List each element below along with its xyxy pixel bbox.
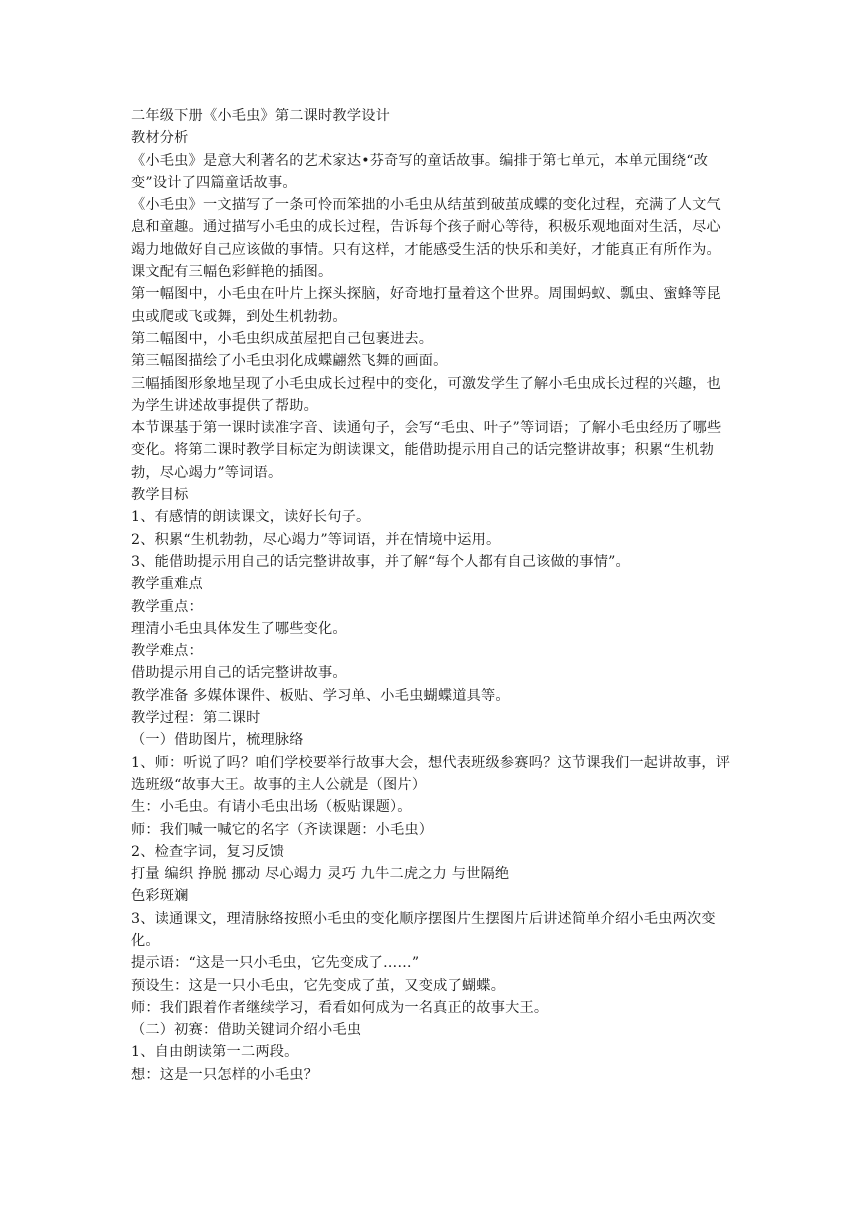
paragraph: 师：我们喊一喊它的名字（齐读课题：小毛虫） (131, 821, 434, 838)
paragraph: 提示语：“这是一只小毛虫，它先变成了……” (131, 955, 420, 972)
paragraph: 第二幅图中，小毛虫织成茧屋把自己包裹进去。 (131, 330, 434, 347)
paragraph: 1、自由朗读第一二两段。 (131, 1044, 299, 1061)
paragraph: （二）初赛：借助关键词介绍小毛虫 (131, 1022, 362, 1039)
paragraph: 师：我们跟着作者继续学习，看看如何成为一名真正的故事大王。 (131, 999, 549, 1016)
paragraph: 打量 编织 挣脱 挪动 尽心竭力 灵巧 九牛二虎之力 与世隔绝 (131, 866, 510, 883)
paragraph: 3、读通课文，理清脉络按照小毛虫的变化顺序摆图片生摆图片后讲述简单介绍小毛虫两次变化。 (131, 910, 716, 949)
paragraph: 第三幅图描绘了小毛虫羽化成蝶翩然飞舞的画面。 (131, 353, 448, 370)
paragraph: 2、积累“生机勃勃，尽心竭力”等词语，并在情境中运用。 (131, 531, 501, 548)
paragraph: 理清小毛虫具体发生了哪些变化。 (131, 620, 347, 637)
paragraph: 色彩斑斓 (131, 888, 189, 905)
section-heading: 教材分析 (131, 130, 189, 147)
paragraph: 3、能借助提示用自己的话完整讲故事，并了解“每个人都有自己该做的事情”。 (131, 553, 630, 570)
paragraph: 生：小毛虫。有请小毛虫出场（板贴课题）。 (131, 799, 412, 816)
paragraph: 本节课基于第一课时读准字音、读通句子，会写“毛虫、叶子”等词语；了解小毛虫经历了哪些变化。将第二课时教学目标定为朗读课文，能借助提示用自己的话完整讲故事；积累“生机勃勃，尽心竭力”等词语。 (131, 420, 722, 481)
document-body (131, 127, 733, 1086)
paragraph: 2、检查字词，复习反馈 (131, 843, 285, 860)
paragraph: （一）借助图片，梳理脉络 (131, 732, 304, 749)
paragraph: 1、有感情的朗读课文，读好长句子。 (131, 509, 371, 526)
paragraph: 教学难点： (131, 643, 203, 660)
paragraph: 第一幅图中，小毛虫在叶片上探头探脑，好奇地打量着这个世界。周围蚂蚁、瓢虫、蜜蜂等昆虫或爬或飞或舞，到处生机勃勃。 (131, 286, 721, 325)
section-heading: 教学重难点 (131, 576, 203, 593)
document-page (131, 105, 733, 1086)
section-heading: 教学目标 (131, 487, 189, 504)
paragraph: 《小毛虫》是意大利著名的艺术家达•芬奇写的童话故事。编排于第七单元，本单元围绕“改变”设计了四篇童话故事。 (131, 152, 709, 191)
document-title: 二年级下册《小毛虫》第二课时教学设计 (131, 108, 390, 124)
paragraph: 教学准备 多媒体课件、板贴、学习单、小毛虫蝴蝶道具等。 (131, 687, 510, 704)
paragraph: 教学过程：第二课时 (131, 710, 261, 727)
paragraph: 预设生：这是一只小毛虫，它先变成了茧，又变成了蝴蝶。 (131, 977, 506, 994)
paragraph: 教学重点： (131, 598, 203, 615)
paragraph: 借助提示用自己的话完整讲故事。 (131, 665, 347, 682)
paragraph: 三幅插图形象地呈现了小毛虫成长过程中的变化，可激发学生了解小毛虫成长过程的兴趣，也为学生讲述故事提供了帮助。 (131, 375, 721, 414)
paragraph: 想：这是一只怎样的小毛虫？ (131, 1066, 319, 1083)
paragraph: 《小毛虫》一文描写了一条可怜而笨拙的小毛虫从结茧到破茧成蝶的变化过程，充满了人文气息和童趣。通过描写小毛虫的成长过程，告诉每个孩子耐心等待，积极乐观地面对生活，尽心竭力地做好自己应该做的事情。只有这样，才能感受生活的快乐和美好，才能真正有所作为。课文配有三幅色彩鲜艳的插图。 (131, 197, 721, 281)
paragraph: 1、师：听说了吗？咱们学校要举行故事大会，想代表班级参赛吗？这节课我们一起讲故事，评选班级“故事大王。故事的主人公就是（图片） (131, 754, 731, 793)
